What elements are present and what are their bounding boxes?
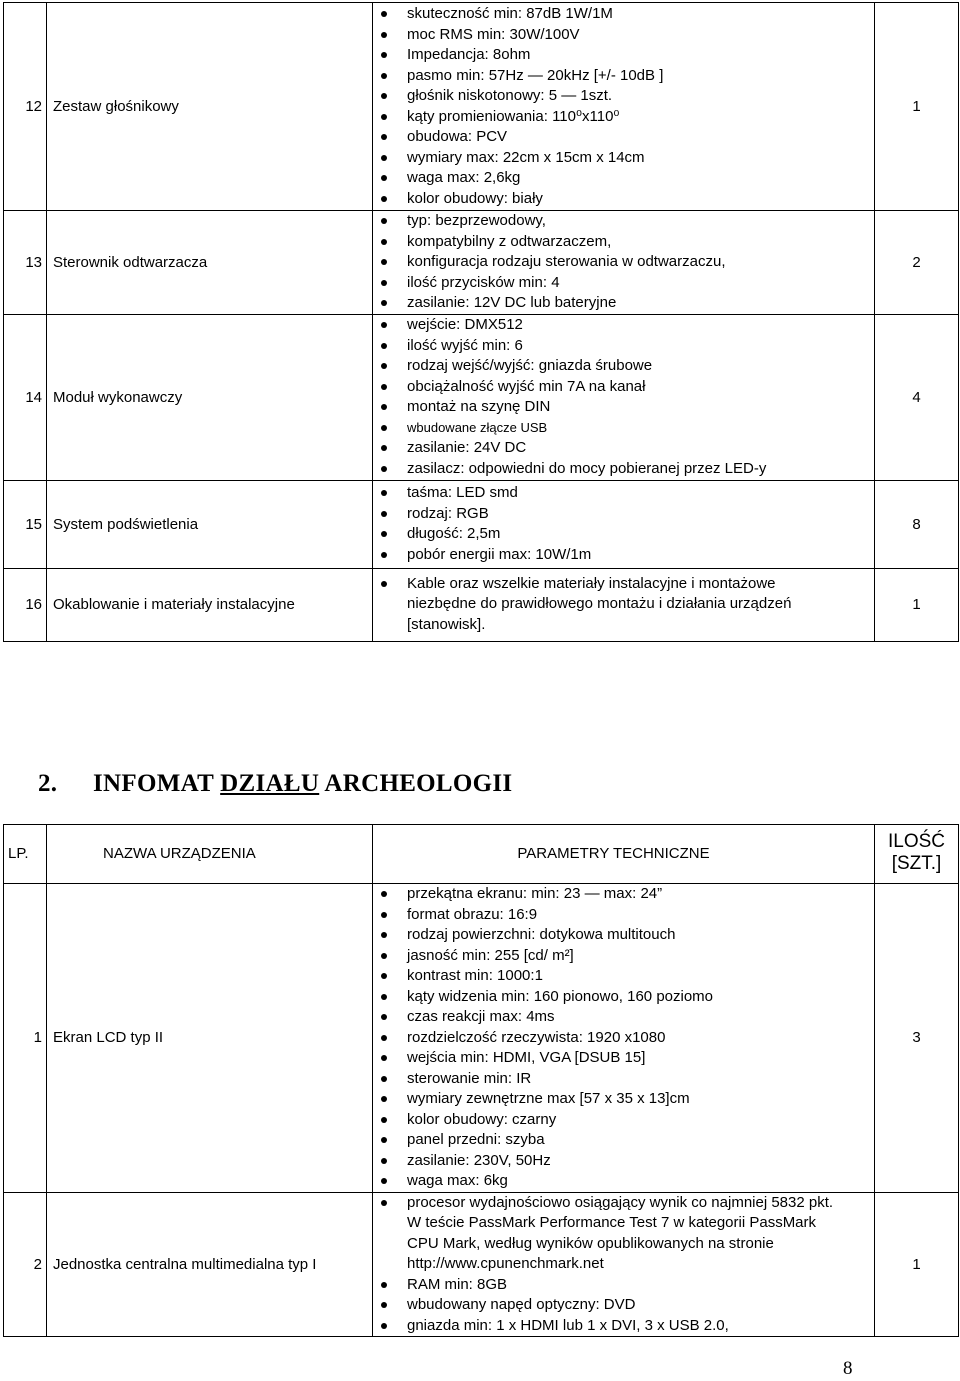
parameter-item: rodzaj: RGB: [373, 504, 874, 525]
row-number: 13: [4, 211, 47, 315]
parameter-item: moc RMS min: 30W/100V: [373, 25, 874, 46]
table-row: [4, 1192, 959, 1337]
parameter-item: pasmo min: 57Hz — 20kHz [+/- 10dB ]: [373, 66, 874, 87]
parameters-cell: [373, 3, 875, 211]
parameter-item: taśma: LED smd: [373, 483, 874, 504]
parameters-cell: [373, 1192, 875, 1337]
page-number: 8: [843, 1358, 853, 1379]
parameter-item: Impedancja: 8ohm: [373, 45, 874, 66]
parameters-list: [373, 1193, 874, 1337]
row-number: 12: [4, 3, 47, 211]
parameter-item: wbudowany napęd optyczny: DVD: [373, 1295, 874, 1316]
quantity: 1: [875, 1192, 959, 1337]
parameter-item: długość: 2,5m: [373, 524, 874, 545]
row-number: 1: [4, 884, 47, 1193]
header-name: NAZWA URZĄDZENIA: [47, 825, 373, 884]
table-row: [4, 480, 959, 568]
infomat-equipment-table: [3, 824, 959, 1337]
parameter-item: wymiary zewnętrzne max [57 x 35 x 13]cm: [373, 1089, 874, 1110]
parameter-item: kąty widzenia min: 160 pionowo, 160 poziomo: [373, 987, 874, 1008]
parameter-item: wbudowane złącze USB: [373, 418, 874, 439]
quantity: 3: [875, 884, 959, 1193]
header-quantity-line1: ILOŚĆ: [887, 831, 946, 852]
parameters-cell: [373, 314, 875, 480]
parameters-list: [373, 574, 874, 636]
parameter-item: zasilanie: 230V, 50Hz: [373, 1151, 874, 1172]
parameter-item: skuteczność min: 87dB 1W/1M: [373, 4, 874, 25]
parameter-item: kąty promieniowania: 110⁰x110⁰: [373, 107, 874, 128]
parameter-item: panel przedni: szyba: [373, 1130, 874, 1151]
device-name: Okablowanie i materiały instalacyjne: [47, 568, 373, 641]
header-quantity: [875, 825, 959, 884]
parameter-item: ilość wyjść min: 6: [373, 336, 874, 357]
equipment-table-continued: [3, 2, 959, 642]
section-title-part: INFOMAT: [93, 770, 221, 797]
section-title-part: ARCHEOLOGII: [319, 770, 513, 797]
parameter-item: sterowanie min: IR: [373, 1069, 874, 1090]
parameters-cell: [373, 480, 875, 568]
parameter-item: rodzaj wejść/wyjść: gniazda śrubowe: [373, 356, 874, 377]
header-params: PARAMETRY TECHNICZNE: [373, 825, 875, 884]
parameter-item: waga max: 2,6kg: [373, 168, 874, 189]
parameter-item: jasność min: 255 [cd/ m²]: [373, 946, 874, 967]
parameters-list: [373, 483, 874, 565]
parameter-item: obciążalność wyjść min 7A na kanał: [373, 377, 874, 398]
table-row: [4, 211, 959, 315]
parameter-item: zasilanie: 24V DC: [373, 438, 874, 459]
parameter-item: waga max: 6kg: [373, 1171, 874, 1192]
parameter-item: obudowa: PCV: [373, 127, 874, 148]
parameter-item: wymiary max: 22cm x 15cm x 14cm: [373, 148, 874, 169]
row-number: 2: [4, 1192, 47, 1337]
parameter-item: kompatybilny z odtwarzaczem,: [373, 232, 874, 253]
parameter-item: RAM min: 8GB: [373, 1275, 874, 1296]
quantity: 8: [875, 480, 959, 568]
header-quantity-line2: [SZT.]: [891, 853, 942, 874]
header-lp: LP.: [4, 825, 47, 884]
table-row: [4, 884, 959, 1193]
parameter-item: procesor wydajnościowo osiągający wynik co najmniej 5832 pkt. W teście PassMark Performance Test 7 w kategorii PassMark CPU Mark, według wyników opublikowanych na stronie http://www.cpunenchmark.net: [373, 1193, 874, 1275]
parameter-item: typ: bezprzewodowy,: [373, 211, 874, 232]
parameter-item: wejście: DMX512: [373, 315, 874, 336]
table-row: [4, 568, 959, 641]
parameters-list: [373, 315, 874, 479]
parameter-item: montaż na szynę DIN: [373, 397, 874, 418]
quantity: 1: [875, 3, 959, 211]
parameters-cell: [373, 211, 875, 315]
quantity: 4: [875, 314, 959, 480]
parameter-item: Kable oraz wszelkie materiały instalacyjne i montażowe niezbędne do prawidłowego montażu i działania urządzeń [stanowisk].: [373, 574, 874, 636]
row-number: 14: [4, 314, 47, 480]
row-number: 16: [4, 568, 47, 641]
section-title: [38, 770, 512, 798]
parameters-list: [373, 884, 874, 1192]
device-name: Jednostka centralna multimedialna typ I: [47, 1192, 373, 1337]
parameter-item: czas reakcji max: 4ms: [373, 1007, 874, 1028]
quantity: 2: [875, 211, 959, 315]
parameter-item: rodzaj powierzchni: dotykowa multitouch: [373, 925, 874, 946]
device-name: Ekran LCD typ II: [47, 884, 373, 1193]
parameter-item: ilość przycisków min: 4: [373, 273, 874, 294]
parameter-item: zasilacz: odpowiedni do mocy pobieranej przez LED-y: [373, 459, 874, 480]
parameters-list: [373, 211, 874, 314]
parameter-item: konfiguracja rodzaju sterowania w odtwarzaczu,: [373, 252, 874, 273]
section-number: 2.: [38, 770, 58, 797]
quantity: 1: [875, 568, 959, 641]
section-title-underlined: DZIAŁU: [220, 770, 320, 797]
parameters-cell: [373, 568, 875, 641]
parameter-item: format obrazu: 16:9: [373, 905, 874, 926]
parameter-item: rozdzielczość rzeczywista: 1920 x1080: [373, 1028, 874, 1049]
parameter-item: kolor obudowy: czarny: [373, 1110, 874, 1131]
device-name: System podświetlenia: [47, 480, 373, 568]
device-name: Moduł wykonawczy: [47, 314, 373, 480]
table-row: [4, 3, 959, 211]
parameters-list: [373, 4, 874, 209]
parameters-cell: [373, 884, 875, 1193]
parameter-item: kolor obudowy: biały: [373, 189, 874, 210]
device-name: Sterownik odtwarzacza: [47, 211, 373, 315]
parameter-item: przekątna ekranu: min: 23 — max: 24”: [373, 884, 874, 905]
table-row: [4, 314, 959, 480]
parameter-item: wejścia min: HDMI, VGA [DSUB 15]: [373, 1048, 874, 1069]
parameter-item: zasilanie: 12V DC lub bateryjne: [373, 293, 874, 314]
device-name: Zestaw głośnikowy: [47, 3, 373, 211]
row-number: 15: [4, 480, 47, 568]
parameter-item: kontrast min: 1000:1: [373, 966, 874, 987]
table-header-row: [4, 825, 959, 884]
parameter-item: głośnik niskotonowy: 5 — 1szt.: [373, 86, 874, 107]
parameter-item: pobór energii max: 10W/1m: [373, 545, 874, 566]
parameter-item: gniazda min: 1 x HDMI lub 1 x DVI, 3 x USB 2.0,: [373, 1316, 874, 1337]
